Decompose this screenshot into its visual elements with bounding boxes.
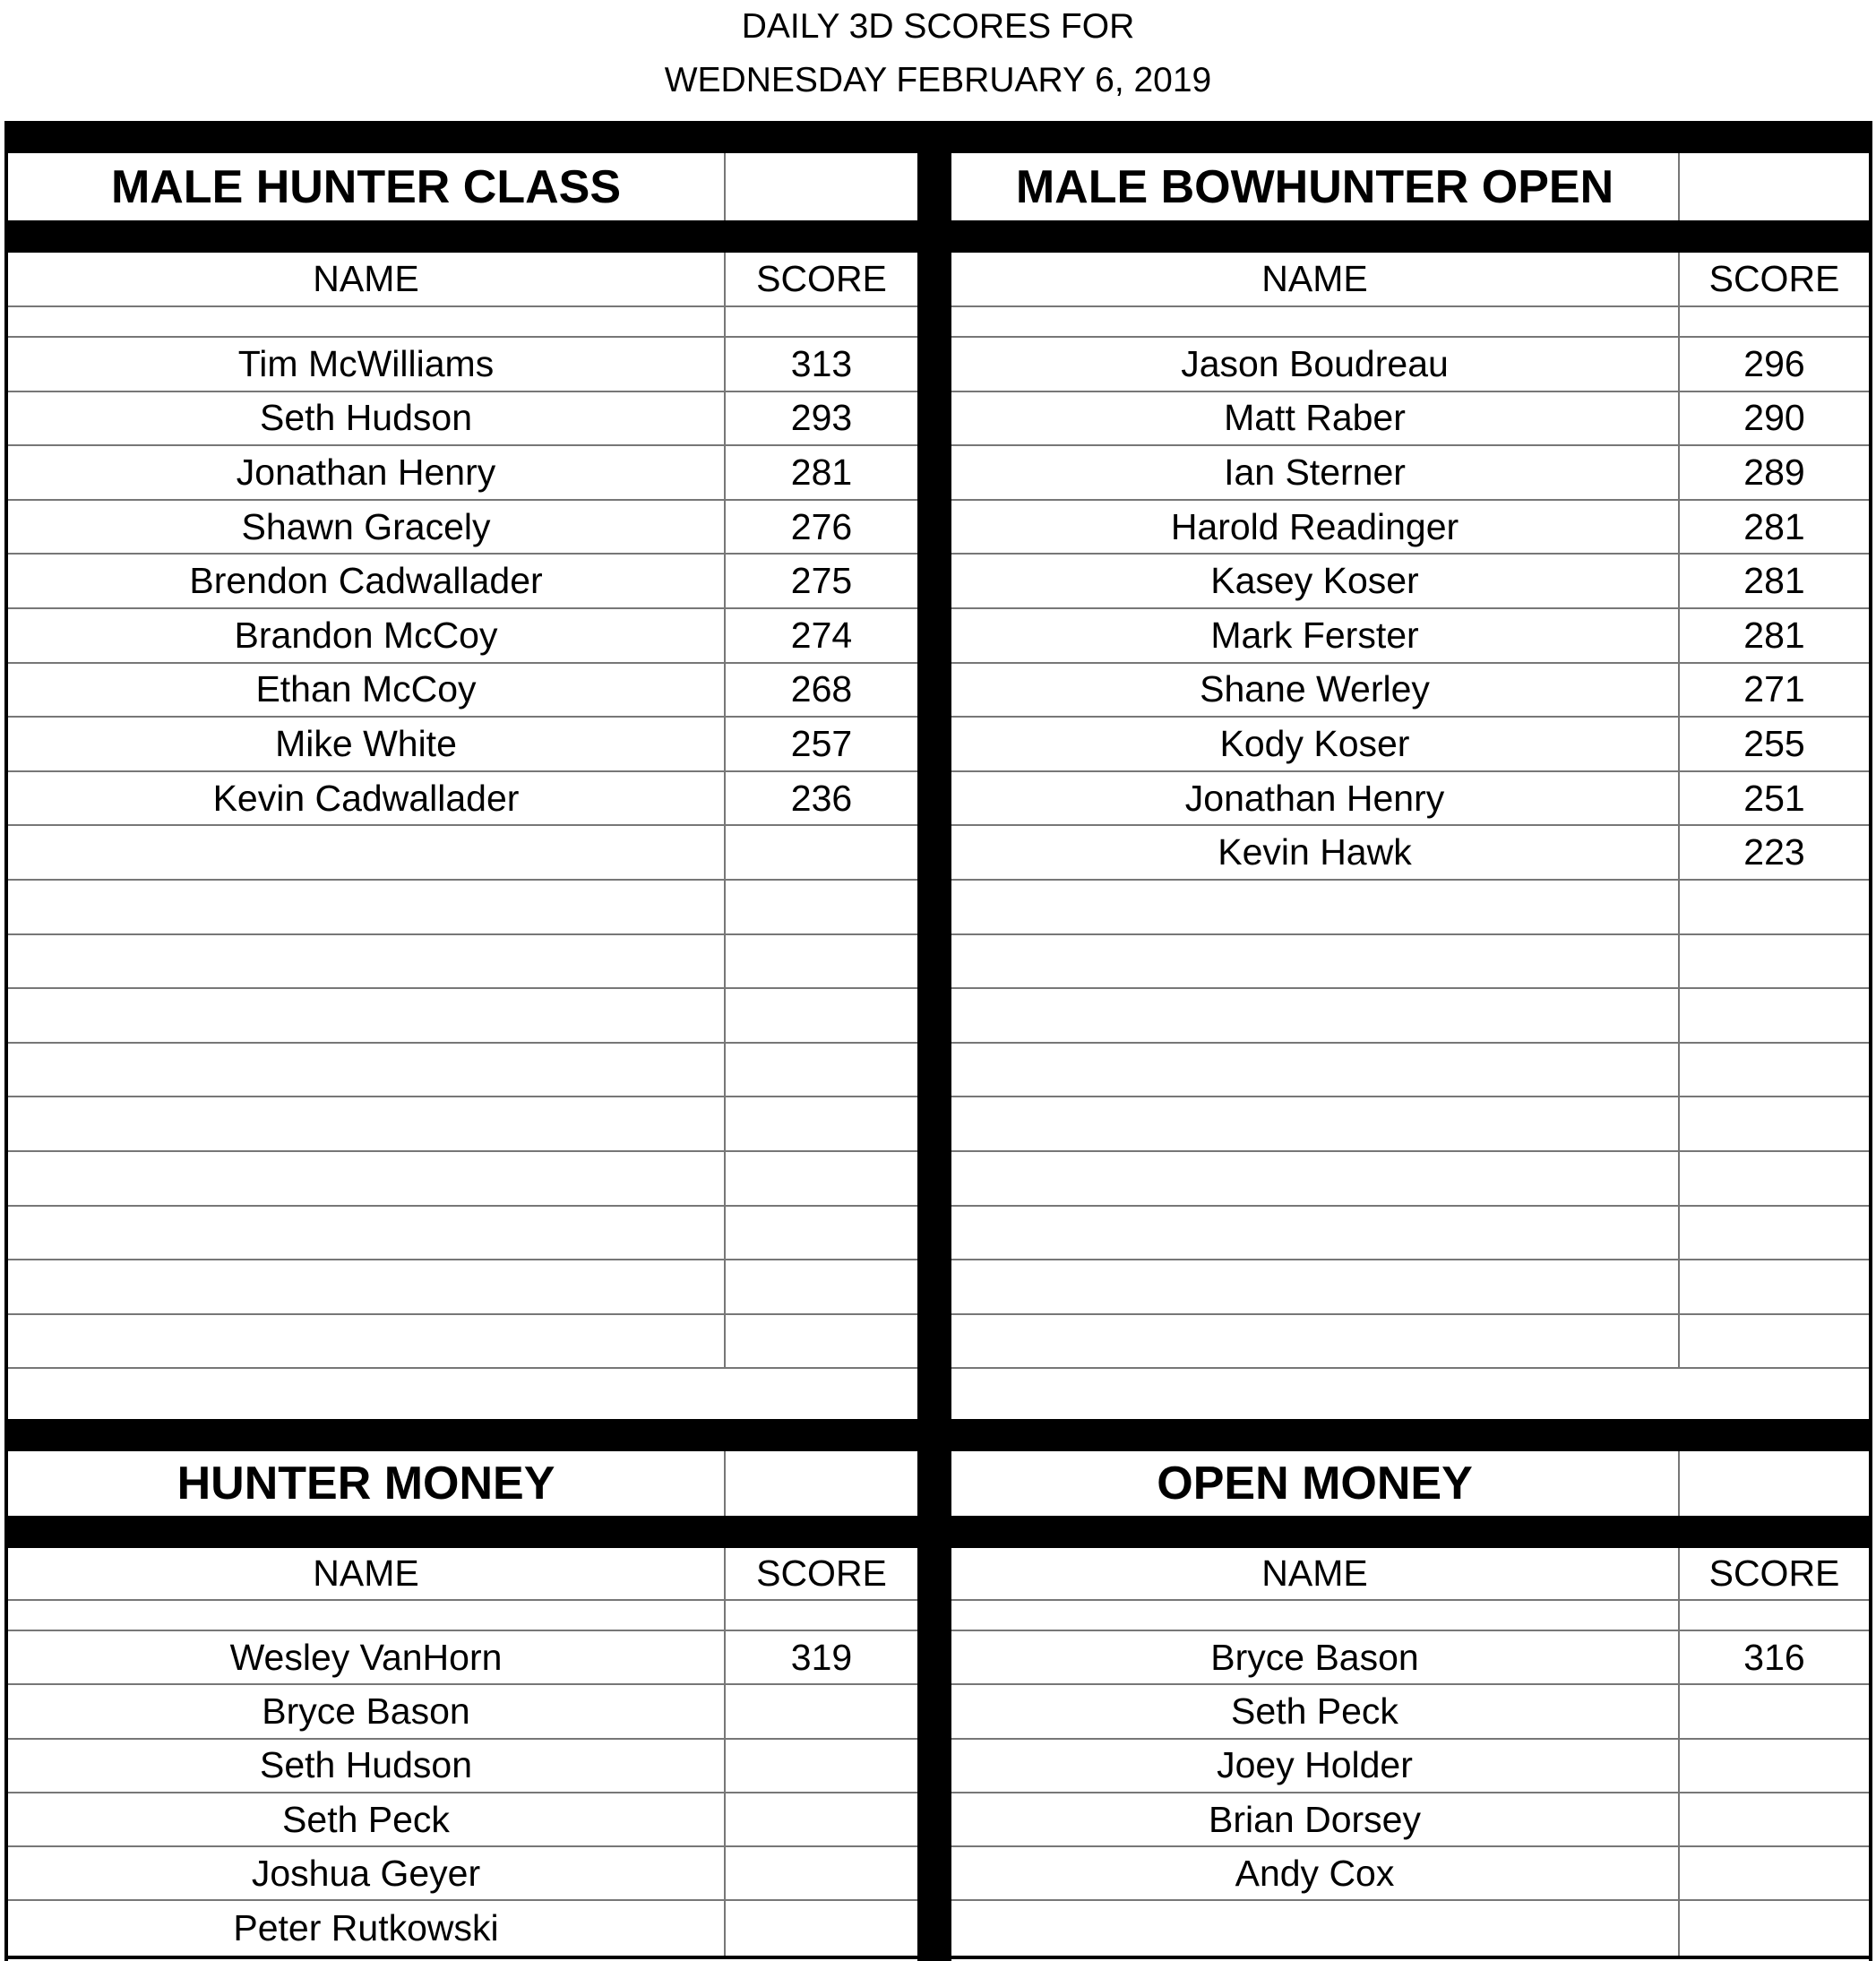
middle-border-bar [4,1419,1872,1451]
name-cell [951,1901,1678,1955]
score-cell: 275 [724,555,917,607]
spacer-row [8,1601,917,1631]
score-cell: 257 [724,718,917,770]
name-cell: Jonathan Henry [1184,777,1445,819]
score-cell: 281 [724,446,917,499]
name-column-header: NAME [1261,258,1368,299]
score-cell: 271 [1678,664,1869,717]
score-cell [724,1260,917,1313]
score-column-header: SCORE [724,253,917,305]
score-column-header: SCORE [1678,253,1869,305]
score-cell [724,1315,917,1368]
table-row [951,392,1869,447]
name-cell [951,1152,1678,1205]
name-cell [951,935,1678,988]
score-cell: 316 [1678,1631,1869,1683]
column-header-row [8,253,917,307]
table-row [8,1044,917,1098]
name-cell: Seth Peck [282,1798,450,1840]
table-row [951,1847,1869,1901]
score-cell: 276 [724,501,917,554]
name-cell: Bryce Bason [1210,1636,1419,1678]
name-cell: Kody Koser [1219,722,1410,764]
name-cell: Peter Rutkowski [233,1907,499,1949]
table-row [8,392,917,447]
table-row [951,989,1869,1044]
score-cell: 236 [724,772,917,825]
name-cell [8,881,724,933]
name-cell [951,989,1678,1042]
spacer-cell [8,1601,724,1630]
name-cell: Kevin Hawk [1218,831,1412,873]
score-cell: 268 [724,664,917,717]
open-money-panel [951,1451,1869,1956]
score-cell [724,1901,917,1955]
table-row [8,935,917,990]
spacer-row [951,307,1869,338]
table-row [8,1260,917,1315]
score-cell: 281 [1678,501,1869,554]
male-hunter-class-panel [8,153,917,1419]
score-cell [1678,1315,1869,1368]
score-cell [724,1097,917,1150]
table-row [8,1847,917,1901]
name-cell: Brandon McCoy [234,614,498,656]
score-cell: 255 [1678,718,1869,770]
score-cell: 274 [724,609,917,662]
score-cell [724,1740,917,1792]
bottom-border-bar [4,1956,1872,1959]
name-cell: Jonathan Henry [236,451,496,493]
right-border-bar [1869,121,1872,1961]
column-header-row [951,1548,1869,1601]
section-header [951,1451,1869,1516]
section-title: OPEN MONEY [1157,1458,1473,1509]
name-cell: Mike White [275,722,457,764]
hunter-money-panel [8,1451,917,1956]
name-cell: Joey Holder [1217,1744,1413,1786]
table-row [951,609,1869,664]
score-cell [1678,881,1869,933]
spacer-row [8,307,917,338]
table-row [951,826,1869,881]
score-cell [1678,1847,1869,1899]
table-row [951,1152,1869,1207]
name-cell: Shawn Gracely [241,505,491,547]
score-cell [1678,1152,1869,1205]
table-row [8,501,917,555]
name-cell [8,1260,724,1313]
name-cell: Joshua Geyer [251,1852,481,1894]
spacer-cell [951,1601,1678,1630]
section-title: MALE HUNTER CLASS [110,160,622,213]
name-cell [8,1315,724,1368]
name-cell: Bryce Bason [262,1690,470,1732]
score-column-header: SCORE [724,1548,917,1599]
name-cell [8,935,724,988]
score-cell: 223 [1678,826,1869,879]
name-cell [951,1097,1678,1150]
table-row [8,989,917,1044]
score-cell: 281 [1678,555,1869,607]
score-cell [1678,935,1869,988]
score-cell [724,935,917,988]
column-header-row [8,1548,917,1601]
name-cell: Shane Werley [1200,668,1430,710]
table-row [8,1740,917,1793]
name-cell: Seth Peck [1231,1690,1398,1732]
name-cell: Kasey Koser [1210,560,1419,602]
spacer-cell [724,1601,917,1630]
table-row [8,338,917,392]
section-title: MALE BOWHUNTER OPEN [1015,160,1614,213]
male-hunter-class-table [8,253,917,1369]
table-row [8,555,917,609]
score-cell: 281 [1678,609,1869,662]
score-cell [1678,1207,1869,1260]
score-cell [724,1847,917,1899]
name-cell: Brendon Cadwallader [189,560,543,602]
name-cell [8,826,724,879]
name-column-header: NAME [313,1552,419,1594]
score-cell: 293 [724,392,917,445]
hunter-money-table [8,1548,917,1956]
table-row [8,664,917,718]
spacer-cell [1678,1601,1869,1630]
spacer-cell [1678,307,1869,336]
table-row [951,338,1869,392]
table-row [951,935,1869,990]
name-cell: Brian Dorsey [1209,1798,1421,1840]
name-cell [951,1315,1678,1368]
name-cell: Seth Hudson [259,1744,473,1786]
score-cell [1678,1740,1869,1792]
table-row [8,1631,917,1685]
spacer-row [951,1601,1869,1631]
table-row [8,1097,917,1152]
score-cell: 319 [724,1631,917,1683]
name-cell [951,1044,1678,1097]
name-cell [951,1260,1678,1313]
page-title-line-1: DAILY 3D SCORES FOR [741,7,1135,46]
name-cell: Andy Cox [1235,1852,1395,1894]
section-title-blank-cell [724,153,917,220]
table-row [951,1260,1869,1315]
table-row [951,1793,1869,1847]
name-cell [8,1097,724,1150]
name-cell: Matt Raber [1224,397,1406,439]
name-cell [8,1044,724,1097]
table-row [8,718,917,772]
male-bowhunter-open-panel [951,153,1869,1419]
table-row [951,1044,1869,1098]
score-cell: 251 [1678,772,1869,825]
score-cell [724,1152,917,1205]
table-row [951,664,1869,718]
table-row [8,1315,917,1370]
table-row [951,881,1869,935]
score-cell [724,826,917,879]
table-row [951,1315,1869,1370]
score-cell [1678,989,1869,1042]
table-row [8,446,917,501]
center-divider-bar [917,121,951,1961]
score-cell [1678,1901,1869,1955]
name-cell: Mark Ferster [1210,614,1419,656]
score-cell: 313 [724,338,917,391]
section-header [951,153,1869,220]
open-money-table [951,1548,1869,1956]
table-row [951,1207,1869,1261]
score-column-header: SCORE [1678,1548,1869,1599]
section-title: HUNTER MONEY [176,1458,555,1509]
name-cell [8,1152,724,1205]
table-row [951,555,1869,609]
table-row [8,1152,917,1207]
name-cell [951,881,1678,933]
name-cell [951,1207,1678,1260]
section-title-blank-cell [1678,153,1869,220]
spacer-cell [724,307,917,336]
table-row [8,609,917,664]
score-cell [1678,1793,1869,1845]
score-cell [1678,1097,1869,1150]
table-row [951,446,1869,501]
section-title-blank-cell [724,1451,917,1516]
name-cell: Ian Sterner [1224,451,1406,493]
score-cell: 289 [1678,446,1869,499]
table-row [951,1097,1869,1152]
table-row [8,881,917,935]
score-cell: 290 [1678,392,1869,445]
table-row [951,1740,1869,1793]
male-bowhunter-open-table [951,253,1869,1369]
name-cell [8,989,724,1042]
name-cell: Wesley VanHorn [229,1636,503,1678]
table-row [8,772,917,827]
score-cell [724,881,917,933]
name-column-header: NAME [1261,1552,1368,1594]
column-header-row [951,253,1869,307]
section-header [8,1451,917,1516]
name-cell: Harold Readinger [1170,505,1459,547]
table-row [951,1631,1869,1685]
name-cell: Jason Boudreau [1181,342,1449,384]
spacer-cell [8,307,724,336]
table-row [8,1207,917,1261]
name-cell: Tim McWilliams [237,342,495,384]
name-cell: Kevin Cadwallader [212,777,520,819]
name-cell: Ethan McCoy [255,668,477,710]
table-row [8,1901,917,1955]
score-cell [1678,1044,1869,1097]
name-cell: Seth Hudson [259,397,473,439]
table-row [951,1685,1869,1739]
page-title-line-2: WEDNESDAY FEBRUARY 6, 2019 [664,61,1212,99]
score-cell [1678,1260,1869,1313]
name-column-header: NAME [313,258,419,299]
table-row [951,718,1869,772]
spacer-cell [951,307,1678,336]
score-cell [724,1685,917,1737]
table-row [8,826,917,881]
score-cell [724,1207,917,1260]
score-cell [1678,1685,1869,1737]
name-cell [8,1207,724,1260]
score-cell: 296 [1678,338,1869,391]
table-row [8,1793,917,1847]
section-header [8,153,917,220]
table-row [951,1901,1869,1955]
score-cell [724,1793,917,1845]
table-row [951,501,1869,555]
table-row [8,1685,917,1739]
section-title-blank-cell [1678,1451,1869,1516]
score-cell [724,989,917,1042]
table-row [951,772,1869,827]
score-cell [724,1044,917,1097]
